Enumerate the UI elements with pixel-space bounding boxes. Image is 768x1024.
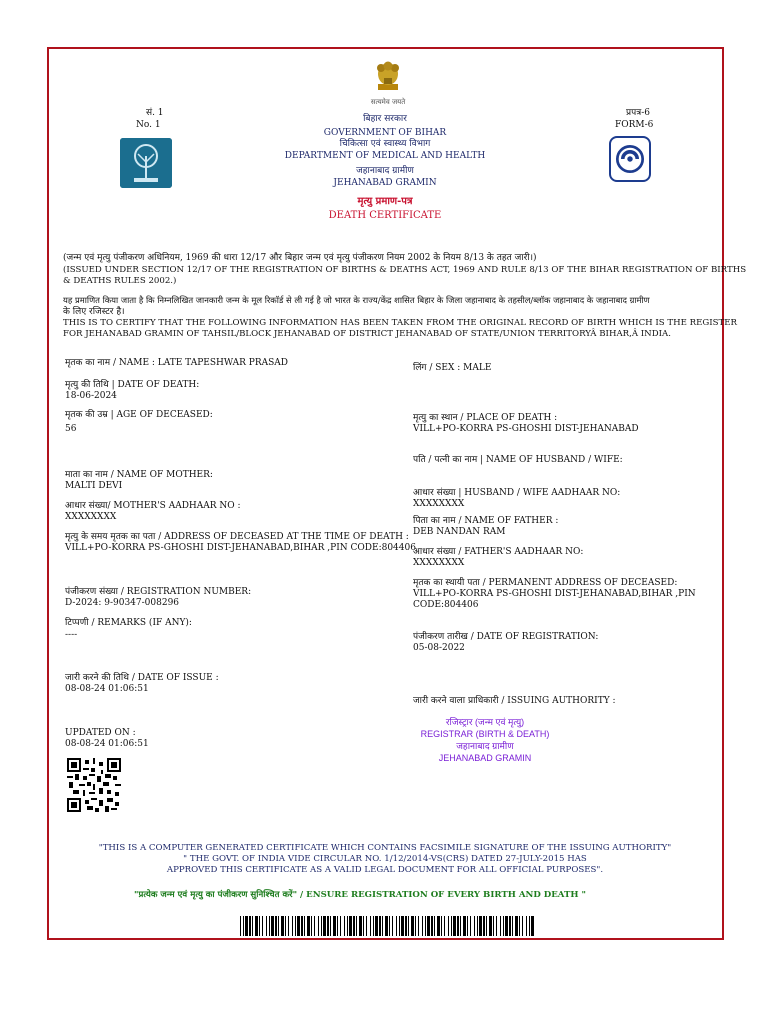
updated-on-value: 08-08-24 01:06:51 [65, 739, 149, 749]
serial-no-hindi: सं. 1 [146, 108, 164, 118]
registration-number-label: पंजीकरण संख्या / REGISTRATION NUMBER: [65, 587, 252, 597]
place-of-death-label: मृत्यु का स्थान / PLACE OF DEATH : [413, 413, 558, 423]
permanent-address-value-2: CODE:804406 [413, 600, 479, 610]
department-name: DEPARTMENT OF MEDICAL AND HEALTH [284, 151, 486, 161]
registration-slogan: "प्रत्येक जन्म एवं मृत्यु का पंजीकरण सुनिश्चित करें" / ENSURE REGISTRATION OF EVERY BIRTH AND DEATH " [134, 890, 586, 900]
certify-hindi-line2: के लिए रजिस्टर है। [63, 307, 125, 317]
qr-code-icon [67, 758, 121, 812]
certificate-title-hindi: मृत्यु प्रमाण-पत्र [357, 196, 413, 207]
place-name-hindi: जहानाबाद ग्रामीण [356, 166, 414, 176]
emblem-caption: सत्यमेव जयते [370, 98, 406, 106]
barcode-icon [240, 916, 535, 936]
father-name [413, 516, 558, 538]
issued-under-hindi: (जन्म एवं मृत्यु पंजीकरण अधिनियम, 1969 की धारा 12/17 और बिहार जन्म एवं मृत्यु पंजीकरण नियम 2002 के नियम 8/13 के तहत जारी।) [63, 253, 537, 263]
date-of-death-label: मृत्यु की तिथि | DATE OF DEATH: [65, 380, 200, 390]
issued-under-line2: & DEATHS RULES 2002.) [63, 276, 177, 286]
certificate-title: DEATH CERTIFICATE [328, 210, 442, 221]
updated-on-label: UPDATED ON : [65, 728, 136, 738]
father-aadhaar-value: XXXXXXXX [413, 558, 465, 568]
place-of-death [413, 413, 639, 435]
registration-logo-icon [609, 136, 651, 182]
date-of-registration-label: पंजीकरण तारीख / DATE OF REGISTRATION: [413, 632, 599, 642]
footer-note-2: " THE GOVT. OF INDIA VIDE CIRCULAR NO. 1/12/2014-VS(CRS) DATED 27-JULY-2015 HAS [183, 854, 587, 864]
father-aadhaar-label: आधार संख्या / FATHER'S AADHAAR NO: [413, 547, 584, 557]
age-of-deceased [65, 410, 213, 435]
authority-line-1: रजिस्ट्रार (जन्म एवं मृत्यु) [445, 717, 525, 727]
father-aadhaar [413, 547, 583, 569]
registration-number-value: D-2024: 9-90347-008296 [65, 598, 180, 608]
issued-under-line1: (ISSUED UNDER SECTION 12/17 OF THE REGISTRATION OF BIRTHS & DEATHS ACT, 1969 AND RULE 8/13 OF THE BIHAR REGISTRATION OF BIRTHS [63, 265, 747, 275]
permanent-address-value-1: VILL+PO-KORRA PS-GHOSHI DIST-JEHANABAD,BIHAR ,PIN [413, 589, 696, 599]
serial-no: No. 1 [136, 120, 161, 130]
national-emblem-icon [370, 58, 406, 98]
date-of-issue [65, 673, 219, 695]
registration-number [65, 587, 251, 609]
updated-on [65, 728, 149, 750]
date-of-death-value: 18-06-2024 [65, 391, 117, 401]
deceased-name: मृतक का नाम / NAME : LATE TAPESHWAR PRASAD [65, 358, 288, 368]
sex: लिंग / SEX : MALE [413, 363, 492, 373]
mother-aadhaar-label: आधार संख्या/ MOTHER'S AADHAAR NO : [65, 501, 241, 511]
certify-line2: FOR JEHANABAD GRAMIN OF TAHSIL/BLOCK JEHANABAD OF DISTRICT JEHANABAD OF STATE/UNION TERRITORYÂ BIHAR,Â INDIA. [63, 329, 671, 339]
place-of-death-value: VILL+PO-KORRA PS-GHOSHI DIST-JEHANABAD [413, 424, 639, 434]
mother-name-label: माता का नाम / NAME OF MOTHER: [65, 470, 213, 480]
remarks-label: टिप्पणी / REMARKS (IF ANY): [65, 618, 192, 628]
address-at-death-label: मृत्यु के समय मृतक का पता / ADDRESS OF DECEASED AT THE TIME OF DEATH : [65, 532, 409, 542]
remarks [65, 618, 192, 641]
place-name: JEHANABAD GRAMIN [333, 178, 437, 188]
age-label: मृतक की उम्र | AGE OF DECEASED: [65, 410, 213, 420]
address-at-death-value: VILL+PO-KORRA PS-GHOSHI DIST-JEHANABAD,BIHAR ,PIN CODE:804406 [65, 543, 416, 553]
date-of-death [65, 380, 199, 402]
department-name-hindi: चिकित्सा एवं स्वास्थ्य विभाग [339, 139, 431, 149]
health-department-logo-icon [120, 138, 172, 188]
footer-note-1: "THIS IS A COMPUTER GENERATED CERTIFICATE WHICH CONTAINS FACSIMILE SIGNATURE OF THE ISSUING AUTHORITY" [98, 843, 672, 853]
form-number: FORM-6 [615, 120, 654, 130]
mother-name-value: MALTI DEVI [65, 481, 123, 491]
authority-line-4: JEHANABAD GRAMIN [438, 753, 532, 763]
date-of-issue-value: 08-08-24 01:06:51 [65, 684, 149, 694]
remarks-value: ---- [65, 630, 78, 640]
spouse-name-label: पति / पत्नी का नाम | NAME OF HUSBAND / WIFE: [413, 455, 623, 465]
certify-hindi-line1: यह प्रमाणित किया जाता है कि निम्नलिखित जानकारी जन्म के मूल रिकॉर्ड से ली गई है जो भारत के राज्य/केंद्र शासित बिहार के जिला जहानाबाद के तहसील/ब्लॉक जहानाबाद के जहानाबाद ग्रामीण [63, 295, 650, 305]
father-name-value: DEB NANDAN RAM [413, 527, 506, 537]
mother-name [65, 470, 213, 492]
spouse-aadhaar-value: XXXXXXXX [413, 499, 465, 509]
form-number-hindi: प्रपत्र-6 [626, 108, 650, 118]
address-at-death [65, 532, 416, 554]
age-value: 56 [65, 424, 77, 434]
footer-notes [60, 843, 710, 876]
permanent-address-label: मृतक का स्थायी पता / PERMANENT ADDRESS OF DECEASED: [413, 578, 678, 588]
authority-line-2: REGISTRAR (BIRTH & DEATH) [420, 729, 550, 739]
spouse-aadhaar [413, 488, 620, 510]
footer-note-3: APPROVED THIS CERTIFICATE AS A VALID LEGAL DOCUMENT FOR ALL OFFICIAL PURPOSES". [166, 865, 604, 875]
govt-name-hindi: बिहार सरकार [363, 114, 407, 124]
spouse-aadhaar-label: आधार संख्या | HUSBAND / WIFE AADHAAR NO: [413, 488, 621, 498]
date-of-registration-value: 05-08-2022 [413, 643, 465, 653]
father-name-label: पिता का नाम / NAME OF FATHER : [413, 516, 559, 526]
issuing-authority-block [400, 716, 570, 764]
date-of-issue-label: जारी करने की तिथि / DATE OF ISSUE : [65, 673, 219, 683]
issuing-authority-label: जारी करने वाला प्राधिकारी / ISSUING AUTHORITY : [413, 696, 616, 706]
mother-aadhaar [65, 501, 241, 523]
mother-aadhaar-value: XXXXXXXX [65, 512, 117, 522]
authority-line-3: जहानाबाद ग्रामीण [456, 741, 514, 751]
certify-line1: THIS IS TO CERTIFY THAT THE FOLLOWING INFORMATION HAS BEEN TAKEN FROM THE ORIGINAL RECORD OF BIRTH WHICH IS THE REGISTER [63, 318, 737, 328]
permanent-address [413, 578, 696, 611]
govt-name: GOVERNMENT OF BIHAR [323, 128, 447, 138]
date-of-registration [413, 632, 598, 654]
